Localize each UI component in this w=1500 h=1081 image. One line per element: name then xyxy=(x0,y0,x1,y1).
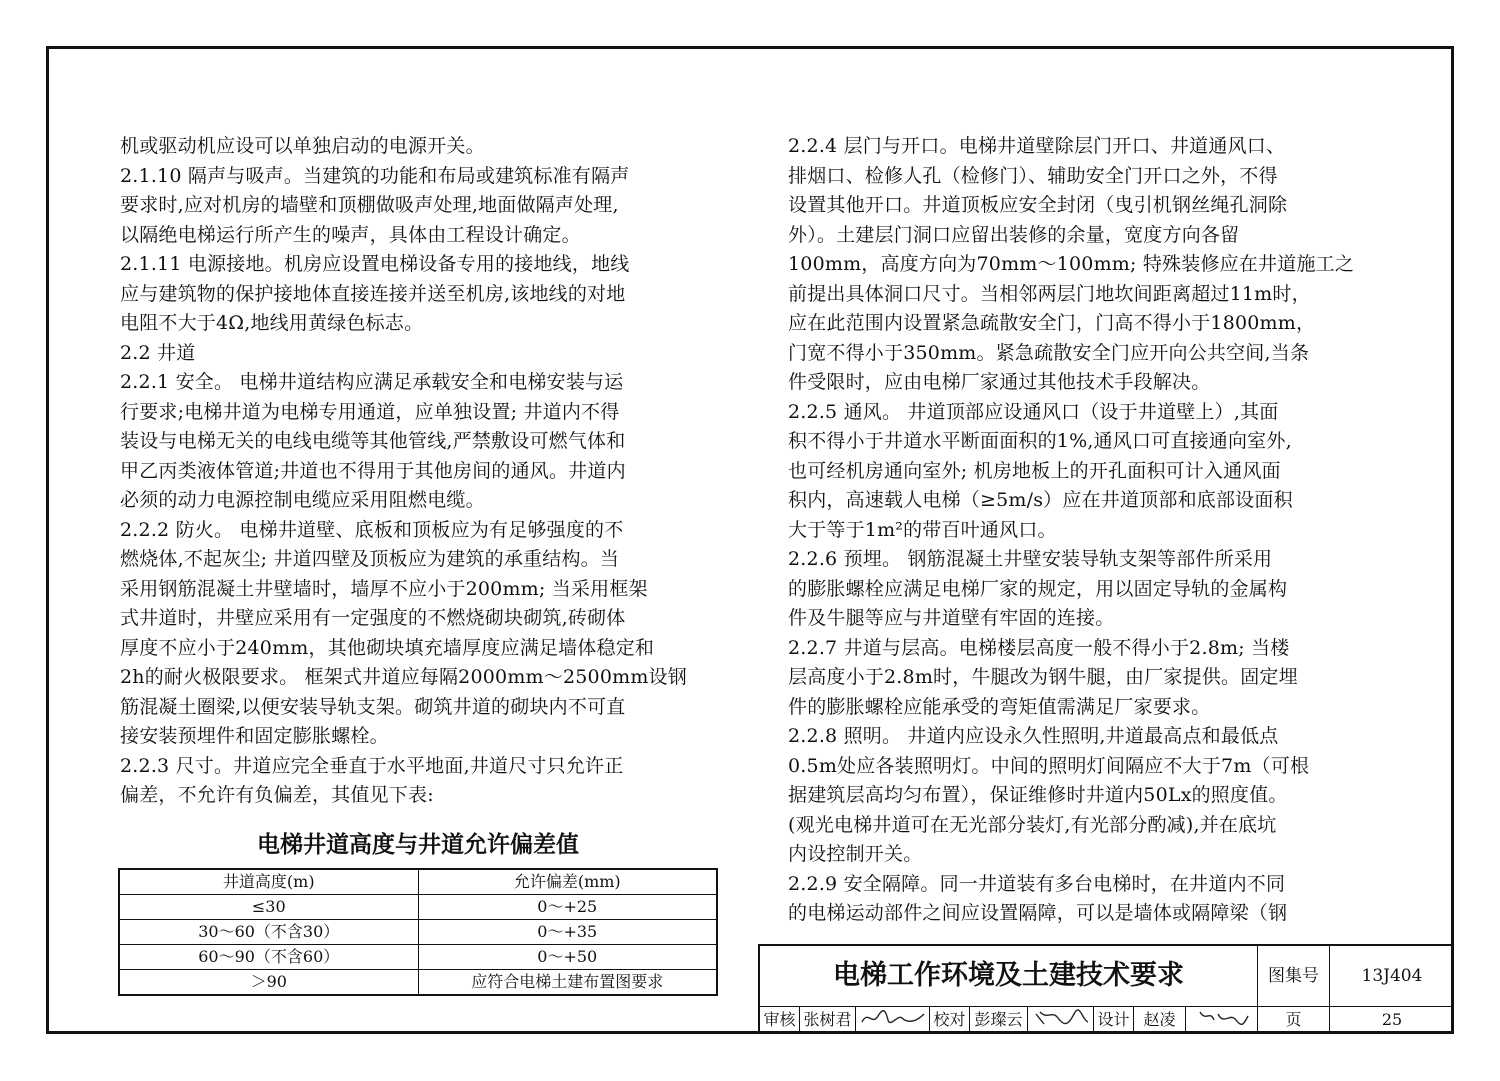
text-line: 2.1.10 隔声与吸声。当建筑的功能和布局或建筑标准有隔声 xyxy=(120,164,630,187)
table-row xyxy=(119,895,717,920)
table-cell: ≤30 xyxy=(119,895,418,920)
text-line: 2.2.3 尺寸。井道应完全垂直于水平地面,井道尺寸只允许正 xyxy=(120,754,624,777)
text-line: 门宽不得小于350mm。紧急疏散安全门应开向公共空间,当条 xyxy=(788,341,1310,364)
review-label: 审核 xyxy=(760,1006,800,1034)
text-line: 前提出具体洞口尺寸。当相邻两层门地坎间距离超过11m时， xyxy=(788,282,1311,305)
text-line: 2.1.11 电源接地。机房应设置电梯设备专用的接地线，地线 xyxy=(120,253,630,275)
text-line: 2.2.5 通风。 井道顶部应设通风口（设于井道壁上）,其面 xyxy=(788,400,1279,423)
check-name: 彭璨云 xyxy=(970,1006,1028,1034)
table-cell: 0～+50 xyxy=(418,945,717,970)
text-line: 积不得小于井道水平断面面积的1%,通风口可直接通向室外, xyxy=(788,430,1292,452)
text-line: 的电梯运动部件之间应设置隔障，可以是墙体或隔障梁（钢 xyxy=(788,902,1288,924)
text-line: 件的膨胀螺栓应能承受的弯矩值需满足厂家要求。 xyxy=(788,695,1211,718)
table-header-cell: 允许偏差(mm) xyxy=(418,869,717,895)
text-line: 2.2.1 安全。 电梯井道结构应满足承载安全和电梯安装与运 xyxy=(120,371,624,393)
text-line: 应在此范围内设置紧急疏散安全门，门高不得小于1800mm， xyxy=(788,312,1316,334)
signature-icon xyxy=(1192,1006,1252,1030)
shaft-deviation-table xyxy=(118,868,718,996)
text-line: 甲乙丙类液体管道;井道也不得用于其他房间的通风。井道内 xyxy=(120,459,626,482)
table-title: 电梯井道高度与井道允许偏差值 xyxy=(257,832,579,858)
table-cell: 0～+35 xyxy=(418,920,717,945)
text-line: 的膨胀螺栓应满足电梯厂家的规定，用以固定导轨的金属构 xyxy=(788,577,1288,600)
title-block-top-row xyxy=(760,946,1454,1007)
design-name: 赵凌 xyxy=(1134,1006,1186,1034)
design-signature xyxy=(1186,1006,1258,1034)
left-text-column xyxy=(120,132,720,811)
text-line: 应与建筑物的保护接地体直接连接并送至机房,该地线的对地 xyxy=(120,282,626,305)
section-heading: 2.2 井道 xyxy=(120,341,196,364)
text-line: 式井道时，井壁应采用有一定强度的不燃烧砌块砌筑,砖砌体 xyxy=(120,607,626,629)
check-signature xyxy=(1028,1006,1094,1034)
table-cell: 60～90（不含60） xyxy=(119,945,418,970)
atlas-number-label: 图集号 xyxy=(1258,946,1330,1006)
text-line: 行要求;电梯井道为电梯专用通道，应单独设置; 井道内不得 xyxy=(120,400,620,423)
text-line: 也可经机房通向室外; 机房地板上的开孔面积可计入通风面 xyxy=(788,459,1281,482)
text-line: 2.2.8 照明。 井道内应设永久性照明,井道最高点和最低点 xyxy=(788,725,1279,747)
signature-icon xyxy=(858,1006,928,1030)
text-line: 排烟口、检修人孔（检修门）、辅助安全门开口之外，不得 xyxy=(788,164,1278,187)
right-text-column xyxy=(788,132,1378,929)
text-line: 积内，高速载人电梯（≥5m/s）应在井道顶部和底部设面积 xyxy=(788,489,1293,511)
text-line: 据建筑层高均匀布置），保证维修时井道内50Lx的照度值。 xyxy=(788,784,1288,806)
text-line: 件受限时，应由电梯厂家通过其他技术手段解决。 xyxy=(788,371,1211,393)
table-header-cell: 井道高度(m) xyxy=(119,869,418,895)
text-line: 电阻不大于4Ω,地线用黄绿色标志。 xyxy=(120,312,424,334)
text-line: 件及牛腿等应与井道壁有牢固的连接。 xyxy=(788,607,1115,629)
text-line: 以隔绝电梯运行所产生的噪声，具体由工程设计确定。 xyxy=(120,223,581,246)
atlas-number-value: 13J404 xyxy=(1361,966,1423,986)
page-number: 25 xyxy=(1381,1010,1403,1029)
text-line: 要求时,应对机房的墙壁和顶棚做吸声处理,地面做隔声处理, xyxy=(120,194,619,216)
table-header-row xyxy=(119,869,717,895)
text-line: 采用钢筋混凝土井壁墙时，墙厚不应小于200mm; 当采用框架 xyxy=(120,577,648,600)
table-row xyxy=(119,945,717,970)
text-line: 机或驱动机应设可以单独启动的电源开关。 xyxy=(120,135,485,157)
signature-icon xyxy=(1030,1006,1092,1030)
table-cell: 应符合电梯土建布置图要求 xyxy=(418,970,717,996)
review-signature xyxy=(856,1006,930,1034)
text-line: 筋混凝土圈梁,以便安装导轨支架。砌筑井道的砌块内不可直 xyxy=(120,695,626,718)
text-line: 厚度不应小于240mm，其他砌块填充墙厚度应满足墙体稳定和 xyxy=(120,636,655,659)
table-row xyxy=(119,920,717,945)
page-label: 页 xyxy=(1258,1006,1330,1034)
text-line: 大于等于1m²的带百叶通风口。 xyxy=(788,518,1057,541)
text-line: 2.2.7 井道与层高。电梯楼层高度一般不得小于2.8m; 当楼 xyxy=(788,636,1290,659)
check-label: 校对 xyxy=(930,1006,970,1034)
table-cell: 30～60（不含30） xyxy=(119,920,418,945)
text-line: 0.5m处应各装照明灯。中间的照明灯间隔应不大于7m（可根 xyxy=(788,754,1310,777)
text-line: 装设与电梯无关的电线电缆等其他管线,严禁敷设可燃气体和 xyxy=(120,430,626,452)
drawing-title: 电梯工作环境及土建技术要求 xyxy=(760,946,1258,1006)
text-line: 2.2.6 预埋。 钢筋混凝土井壁安装导轨支架等部件所采用 xyxy=(788,548,1273,570)
text-line: 外）。土建层门洞口应留出装修的余量，宽度方向各留 xyxy=(788,223,1240,246)
table-row xyxy=(119,970,717,996)
title-block-bottom-row xyxy=(760,1006,1454,1034)
text-line: 2.2.2 防火。 电梯井道壁、底板和顶板应为有足够强度的不 xyxy=(120,518,624,541)
text-line: 必须的动力电源控制电缆应采用阻燃电缆。 xyxy=(120,489,485,511)
table-cell: ＞90 xyxy=(119,970,418,996)
text-line: 偏差，不允许有负偏差，其值见下表: xyxy=(120,784,434,806)
text-line: 燃烧体,不起灰尘; 井道四壁及顶板应为建筑的承重结构。当 xyxy=(120,548,620,570)
text-line: 100mm，高度方向为70mm～100mm; 特殊装修应在井道施工之 xyxy=(788,253,1355,275)
text-line: 接安装预埋件和固定膨胀螺栓。 xyxy=(120,725,389,747)
review-name: 张树君 xyxy=(800,1006,856,1034)
text-line: 内设控制开关。 xyxy=(788,843,923,865)
table-cell: 0～+25 xyxy=(418,895,717,920)
title-block xyxy=(758,944,1454,1034)
text-line: 2.2.9 安全隔障。同一井道装有多台电梯时，在井道内不同 xyxy=(788,872,1286,895)
text-line: (观光电梯井道可在无光部分装灯,有光部分酌减),并在底坑 xyxy=(788,813,1277,836)
design-label: 设计 xyxy=(1094,1006,1134,1034)
text-line: 2.2.4 层门与开口。电梯井道壁除层门开口、井道通风口、 xyxy=(788,135,1286,157)
text-line: 设置其他开口。井道顶板应安全封闭（曳引机钢丝绳孔洞除 xyxy=(788,194,1288,216)
text-line: 层高度小于2.8m时，牛腿改为钢牛腿，由厂家提供。固定埋 xyxy=(788,666,1298,688)
text-line: 2h的耐火极限要求。 框架式井道应每隔2000mm～2500mm设钢 xyxy=(120,666,687,688)
